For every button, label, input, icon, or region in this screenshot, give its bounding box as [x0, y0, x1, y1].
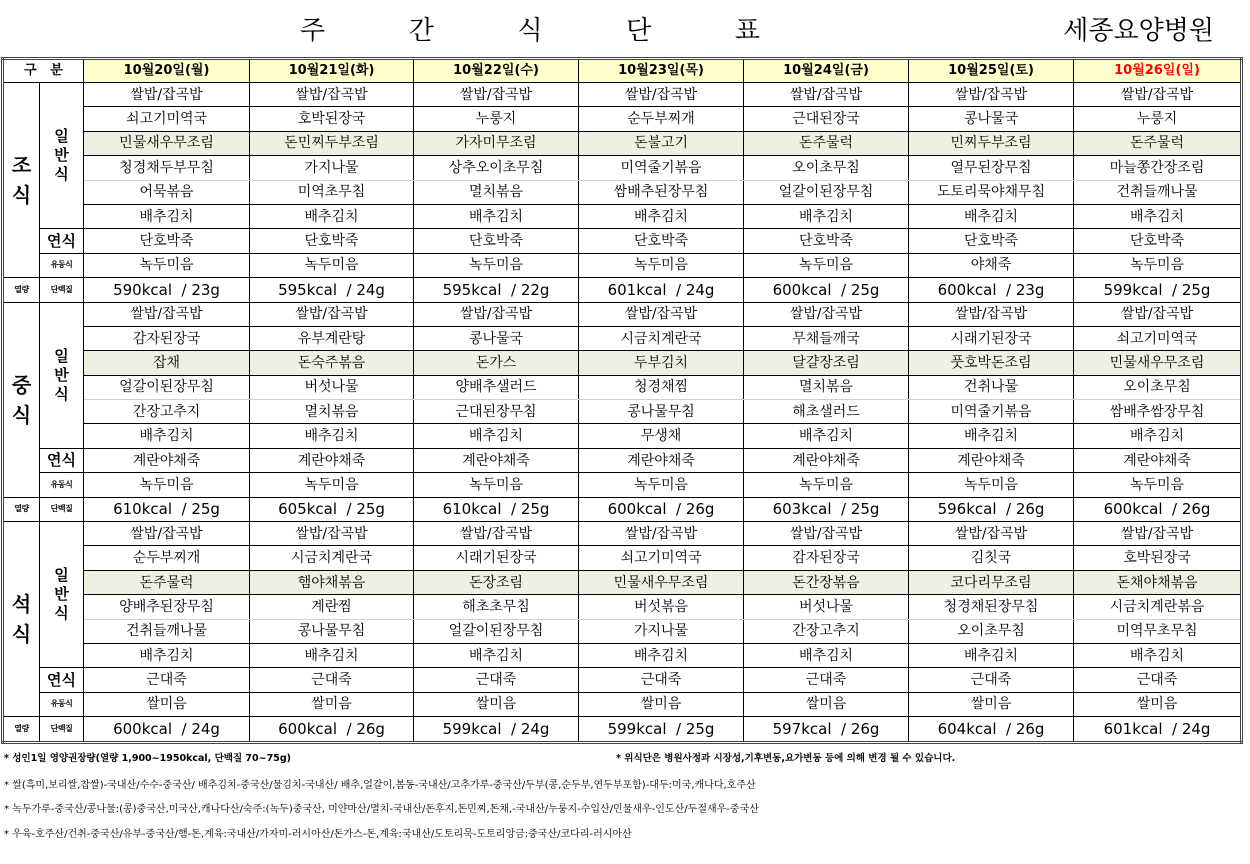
meal-label-text: 중식 [11, 372, 32, 427]
menu-item: 건취나물 [909, 375, 1074, 399]
nutrition-value: 601kcal / 24g [579, 278, 744, 302]
menu-item: 돈민찌두부조림 [250, 131, 414, 155]
menu-item: 미역무초무침 [1074, 619, 1242, 643]
liquid-diet-label: 유동식 [40, 253, 84, 277]
menu-item: 돈주물럭 [1074, 131, 1242, 155]
menu-item: 돈주물럭 [744, 131, 909, 155]
meal-label-dinner [3, 522, 40, 717]
soft-diet-item: 근대죽 [250, 668, 414, 692]
general-diet-label [40, 83, 84, 229]
soft-diet-item: 계란야채죽 [579, 448, 744, 472]
liquid-diet-item: 쌀미음 [84, 692, 250, 716]
menu-row [3, 619, 1242, 643]
liquid-diet-item: 쌀미음 [579, 692, 744, 716]
soft-diet-item: 근대죽 [1074, 668, 1242, 692]
menu-item: 쌀밥/잡곡밥 [744, 522, 909, 546]
menu-item: 쇠고기미역국 [84, 107, 250, 131]
liquid-diet-item: 녹두미음 [250, 253, 414, 277]
nutrition-value: 599kcal / 24g [414, 717, 579, 742]
liquid-diet-item: 쌀미음 [414, 692, 579, 716]
day-header-holiday: 10월26일(일) [1074, 59, 1242, 83]
menu-item: 배추김치 [579, 643, 744, 667]
menu-row [3, 326, 1242, 350]
menu-item: 배추김치 [250, 424, 414, 448]
menu-item: 멸치볶음 [250, 400, 414, 424]
menu-item: 시금치계란국 [250, 546, 414, 570]
menu-item: 콩나물무침 [250, 619, 414, 643]
menu-item: 배추김치 [909, 204, 1074, 228]
menu-item: 계란찜 [250, 595, 414, 619]
meal-label-text: 석식 [11, 592, 32, 647]
menu-item: 배추김치 [414, 424, 579, 448]
liquid-diet-item: 녹두미음 [1074, 473, 1242, 497]
menu-item: 멸치볶음 [744, 375, 909, 399]
menu-item: 햄야채볶음 [250, 570, 414, 594]
nutrition-value: 600kcal / 26g [1074, 497, 1242, 521]
menu-item: 순두부찌개 [84, 546, 250, 570]
soft-diet-item: 단호박죽 [84, 229, 250, 253]
day-header: 10월24일(금) [744, 59, 909, 83]
liquid-diet-item: 녹두미음 [579, 253, 744, 277]
menu-item: 쌀밥/잡곡밥 [414, 83, 579, 107]
menu-item: 민찌두부조림 [909, 131, 1074, 155]
soft-diet-row [3, 668, 1242, 692]
nutrition-value: 603kcal / 25g [744, 497, 909, 521]
calorie-label: 열량 [3, 717, 40, 742]
menu-item: 감자된장국 [744, 546, 909, 570]
liquid-diet-label: 유동식 [40, 692, 84, 716]
menu-item: 근대된장무침 [414, 400, 579, 424]
general-diet-text: 일반식 [54, 127, 69, 184]
menu-item: 배추김치 [744, 424, 909, 448]
menu-item: 무생채 [579, 424, 744, 448]
menu-item: 배추김치 [84, 424, 250, 448]
menu-item: 달걀장조림 [744, 351, 909, 375]
menu-item: 시래기된장국 [909, 326, 1074, 350]
menu-row [3, 424, 1242, 448]
soft-diet-label: 연식 [40, 229, 84, 253]
soft-diet-item: 단호박죽 [1074, 229, 1242, 253]
menu-item: 열무된장무침 [909, 156, 1074, 180]
menu-item: 배추김치 [744, 204, 909, 228]
soft-diet-item: 단호박죽 [414, 229, 579, 253]
menu-item: 얼갈이된장무침 [414, 619, 579, 643]
menu-item: 미역줄기볶음 [909, 400, 1074, 424]
menu-item: 쌀밥/잡곡밥 [414, 522, 579, 546]
day-header: 10월20일(월) [84, 59, 250, 83]
liquid-diet-item: 녹두미음 [414, 253, 579, 277]
weekly-menu-table [1, 57, 1243, 744]
liquid-diet-item: 녹두미음 [744, 473, 909, 497]
menu-item: 쌀밥/잡곡밥 [909, 522, 1074, 546]
nutrition-value: 600kcal / 26g [579, 497, 744, 521]
protein-label: 단백질 [40, 278, 84, 302]
menu-item: 쌀밥/잡곡밥 [84, 302, 250, 326]
menu-item: 쌈배추된장무침 [579, 180, 744, 204]
menu-item: 시금치계란국 [579, 326, 744, 350]
soft-diet-row [3, 229, 1242, 253]
menu-item: 버섯볶음 [579, 595, 744, 619]
menu-item: 무채들깨국 [744, 326, 909, 350]
menu-item: 배추김치 [1074, 643, 1242, 667]
menu-item: 간장고추지 [744, 619, 909, 643]
menu-item: 쌀밥/잡곡밥 [84, 83, 250, 107]
menu-item: 코다리무조림 [909, 570, 1074, 594]
menu-item: 오이초무침 [909, 619, 1074, 643]
menu-item: 돈숙주볶음 [250, 351, 414, 375]
nutrition-value: 605kcal / 25g [250, 497, 414, 521]
menu-item: 해초초무침 [414, 595, 579, 619]
menu-item: 버섯나물 [744, 595, 909, 619]
calorie-label: 열량 [3, 497, 40, 521]
menu-item: 민물새우무조림 [1074, 351, 1242, 375]
nutrition-value: 600kcal / 24g [84, 717, 250, 742]
nutrition-value: 601kcal / 24g [1074, 717, 1242, 742]
menu-item: 배추김치 [579, 204, 744, 228]
liquid-diet-item: 야채죽 [909, 253, 1074, 277]
menu-row [3, 131, 1242, 155]
nutrition-value: 599kcal / 25g [1074, 278, 1242, 302]
protein-label: 단백질 [40, 717, 84, 742]
menu-item: 오이초무침 [1074, 375, 1242, 399]
liquid-diet-row [3, 253, 1242, 277]
menu-item: 근대된장국 [744, 107, 909, 131]
liquid-diet-item: 녹두미음 [744, 253, 909, 277]
menu-item: 얼갈이된장무침 [744, 180, 909, 204]
menu-item: 호박된장국 [1074, 546, 1242, 570]
menu-item: 배추김치 [250, 204, 414, 228]
title-char: 표 [734, 16, 760, 46]
menu-item: 두부김치 [579, 351, 744, 375]
menu-row [3, 400, 1242, 424]
menu-item: 콩나물무침 [579, 400, 744, 424]
soft-diet-item: 계란야채죽 [909, 448, 1074, 472]
menu-item: 배추김치 [84, 643, 250, 667]
menu-item: 상추오이초무침 [414, 156, 579, 180]
menu-item: 돈장조림 [414, 570, 579, 594]
menu-row [3, 522, 1242, 546]
menu-item: 쌀밥/잡곡밥 [579, 83, 744, 107]
title-char: 주 [300, 16, 326, 46]
general-diet-text: 일반식 [54, 346, 69, 403]
protein-label: 단백질 [40, 497, 84, 521]
soft-diet-item: 근대죽 [744, 668, 909, 692]
menu-item: 쌀밥/잡곡밥 [1074, 302, 1242, 326]
general-diet-text: 일반식 [54, 566, 69, 623]
menu-item: 쌈배추쌈장무침 [1074, 400, 1242, 424]
menu-item: 가자미무조림 [414, 131, 579, 155]
menu-item: 해초샐러드 [744, 400, 909, 424]
origin-note-3: * 우육-호주산/건취-중국산/유부-중국산/햄-돈,계육:국내산/가자미-러시아산/돈가스-돈,계육:국내산/도토리묵-도토리앙금:중국산/코다리-러시아산 [4, 829, 632, 840]
menu-item: 쇠고기미역국 [1074, 326, 1242, 350]
calorie-label: 열량 [3, 278, 40, 302]
nutrition-value: 597kcal / 26g [744, 717, 909, 742]
menu-row [3, 643, 1242, 667]
menu-item: 청경채된장무침 [909, 595, 1074, 619]
menu-item: 호박된장국 [250, 107, 414, 131]
liquid-diet-item: 쌀미음 [744, 692, 909, 716]
general-diet-label [40, 522, 84, 668]
menu-item: 오이초무침 [744, 156, 909, 180]
origin-note-1: * 쌀(흑미,보리쌀,찹쌀)-국내산/수수-중국산/ 배추김치-중국산/물김치-국내산/ 배추,얼갈이,봄동-국내산/고추가루-중국산/두부(콩,순두부,연두부포함)-대두:미국,캐나다,호주산 [4, 780, 756, 791]
menu-item: 건취들깨나물 [1074, 180, 1242, 204]
soft-diet-label: 연식 [40, 448, 84, 472]
nutrition-value: 590kcal / 23g [84, 278, 250, 302]
menu-item: 시금치계란볶음 [1074, 595, 1242, 619]
menu-item: 돈가스 [414, 351, 579, 375]
menu-item: 쌀밥/잡곡밥 [909, 302, 1074, 326]
menu-item: 미역초무침 [250, 180, 414, 204]
menu-item: 쌀밥/잡곡밥 [1074, 522, 1242, 546]
menu-item: 민물새우무조림 [84, 131, 250, 155]
nutrition-value: 600kcal / 26g [250, 717, 414, 742]
liquid-diet-item: 녹두미음 [84, 473, 250, 497]
soft-diet-item: 근대죽 [84, 668, 250, 692]
menu-item: 쌀밥/잡곡밥 [84, 522, 250, 546]
soft-diet-item: 단호박죽 [579, 229, 744, 253]
menu-item: 쌀밥/잡곡밥 [744, 83, 909, 107]
menu-item: 멸치볶음 [414, 180, 579, 204]
menu-item: 배추김치 [909, 424, 1074, 448]
menu-item: 건취들깨나물 [84, 619, 250, 643]
menu-item: 양배추된장무침 [84, 595, 250, 619]
menu-item: 쌀밥/잡곡밥 [579, 302, 744, 326]
nutrition-value: 596kcal / 26g [909, 497, 1074, 521]
menu-row [3, 107, 1242, 131]
soft-diet-item: 근대죽 [579, 668, 744, 692]
menu-row [3, 546, 1242, 570]
menu-item: 가지나물 [250, 156, 414, 180]
menu-item: 배추김치 [414, 204, 579, 228]
soft-diet-item: 계란야채죽 [414, 448, 579, 472]
menu-item: 쌀밥/잡곡밥 [1074, 83, 1242, 107]
liquid-diet-item: 녹두미음 [414, 473, 579, 497]
nutrition-standard-note: * 성인1일 영양권장량(열량 1,900~1950kcal, 단백질 70~75g) [4, 753, 291, 764]
menu-item: 얼갈이된장무침 [84, 375, 250, 399]
liquid-diet-item: 녹두미음 [250, 473, 414, 497]
menu-item: 돈간장볶음 [744, 570, 909, 594]
menu-item: 콩나물국 [909, 107, 1074, 131]
soft-diet-item: 계란야채죽 [250, 448, 414, 472]
liquid-diet-item: 녹두미음 [579, 473, 744, 497]
nutrition-row [3, 717, 1242, 742]
menu-item: 쌀밥/잡곡밥 [250, 302, 414, 326]
title-char: 단 [626, 16, 652, 46]
soft-diet-row [3, 448, 1242, 472]
nutrition-value: 595kcal / 22g [414, 278, 579, 302]
liquid-diet-item: 쌀미음 [1074, 692, 1242, 716]
menu-item: 감자된장국 [84, 326, 250, 350]
day-header: 10월22일(수) [414, 59, 579, 83]
menu-item: 쌀밥/잡곡밥 [909, 83, 1074, 107]
general-diet-label [40, 302, 84, 448]
menu-item: 간장고추지 [84, 400, 250, 424]
liquid-diet-item: 쌀미음 [909, 692, 1074, 716]
menu-item: 쌀밥/잡곡밥 [744, 302, 909, 326]
menu-item: 유부계란탕 [250, 326, 414, 350]
menu-item: 도토리묵야채무침 [909, 180, 1074, 204]
menu-item: 풋호박돈조림 [909, 351, 1074, 375]
menu-item: 김칫국 [909, 546, 1074, 570]
soft-diet-item: 근대죽 [909, 668, 1074, 692]
menu-item: 잡채 [84, 351, 250, 375]
menu-item: 배추김치 [250, 643, 414, 667]
meal-label-lunch [3, 302, 40, 497]
day-header: 10월25일(토) [909, 59, 1074, 83]
header-row [3, 59, 1242, 83]
menu-item: 배추김치 [1074, 204, 1242, 228]
liquid-diet-label: 유동식 [40, 473, 84, 497]
menu-row [3, 204, 1242, 228]
origin-note-2: * 녹두가루-중국산/콩나물:(콩)중국산,미국산,캐나다산/숙주:(녹두)중국산, 미얀마산/멸치-국내산/돈후지,돈민찌,돈채,-국내산/누룽지-수입산/민물새우-인도산/두절새우-중국산 [4, 804, 759, 815]
liquid-diet-row [3, 473, 1242, 497]
menu-item: 돈불고기 [579, 131, 744, 155]
menu-item: 가지나물 [579, 619, 744, 643]
hospital-name: 세종요양병원 [1063, 16, 1214, 46]
nutrition-value: 600kcal / 25g [744, 278, 909, 302]
menu-item: 쌀밥/잡곡밥 [414, 302, 579, 326]
meal-label-text: 조식 [11, 153, 32, 208]
menu-item: 청경채두부무침 [84, 156, 250, 180]
nutrition-value: 610kcal / 25g [84, 497, 250, 521]
menu-item: 배추김치 [744, 643, 909, 667]
menu-item: 마늘쫑간장조림 [1074, 156, 1242, 180]
menu-row [3, 351, 1242, 375]
nutrition-value: 599kcal / 25g [579, 717, 744, 742]
liquid-diet-item: 녹두미음 [84, 253, 250, 277]
soft-diet-item: 단호박죽 [909, 229, 1074, 253]
menu-item: 콩나물국 [414, 326, 579, 350]
menu-item: 돈채야채볶음 [1074, 570, 1242, 594]
soft-diet-item: 계란야채죽 [1074, 448, 1242, 472]
title-char: 식 [517, 16, 543, 46]
menu-row [3, 375, 1242, 399]
menu-item: 미역줄기볶음 [579, 156, 744, 180]
menu-item: 누룽지 [1074, 107, 1242, 131]
day-header: 10월21일(화) [250, 59, 414, 83]
day-header: 10월23일(목) [579, 59, 744, 83]
menu-item: 배추김치 [1074, 424, 1242, 448]
menu-row [3, 156, 1242, 180]
nutrition-value: 610kcal / 25g [414, 497, 579, 521]
menu-item: 배추김치 [84, 204, 250, 228]
menu-item: 쇠고기미역국 [579, 546, 744, 570]
soft-diet-label: 연식 [40, 668, 84, 692]
liquid-diet-row [3, 692, 1242, 716]
title-char: 간 [408, 16, 434, 46]
change-notice-note: * 위식단은 병원사정과 시장성,기후변동,요가변동 등에 의해 변경 될 수 있습니다. [616, 753, 956, 764]
menu-item: 배추김치 [909, 643, 1074, 667]
menu-row [3, 570, 1242, 594]
liquid-diet-item: 녹두미음 [1074, 253, 1242, 277]
nutrition-value: 595kcal / 24g [250, 278, 414, 302]
liquid-diet-item: 쌀미음 [250, 692, 414, 716]
menu-row [3, 595, 1242, 619]
nutrition-value: 604kcal / 26g [909, 717, 1074, 742]
liquid-diet-item: 녹두미음 [909, 473, 1074, 497]
page-title [300, 10, 760, 46]
menu-item: 배추김치 [414, 643, 579, 667]
soft-diet-item: 근대죽 [414, 668, 579, 692]
menu-item: 쌀밥/잡곡밥 [250, 83, 414, 107]
menu-item: 순두부찌개 [579, 107, 744, 131]
menu-item: 누룽지 [414, 107, 579, 131]
menu-item: 쌀밥/잡곡밥 [579, 522, 744, 546]
meal-label-breakfast [3, 83, 40, 278]
soft-diet-item: 단호박죽 [744, 229, 909, 253]
menu-item: 시래기된장국 [414, 546, 579, 570]
nutrition-value: 600kcal / 23g [909, 278, 1074, 302]
soft-diet-item: 단호박죽 [250, 229, 414, 253]
menu-item: 민물새우무조림 [579, 570, 744, 594]
menu-row [3, 83, 1242, 107]
soft-diet-item: 계란야채죽 [744, 448, 909, 472]
menu-row [3, 180, 1242, 204]
menu-item: 버섯나물 [250, 375, 414, 399]
menu-row [3, 302, 1242, 326]
menu-item: 쌀밥/잡곡밥 [250, 522, 414, 546]
menu-item: 돈주물럭 [84, 570, 250, 594]
menu-item: 청경채찜 [579, 375, 744, 399]
soft-diet-item: 계란야채죽 [84, 448, 250, 472]
menu-item: 어묵볶음 [84, 180, 250, 204]
nutrition-row [3, 278, 1242, 302]
menu-item: 양배추샐러드 [414, 375, 579, 399]
gubun-header: 구 분 [3, 59, 84, 83]
nutrition-row [3, 497, 1242, 521]
